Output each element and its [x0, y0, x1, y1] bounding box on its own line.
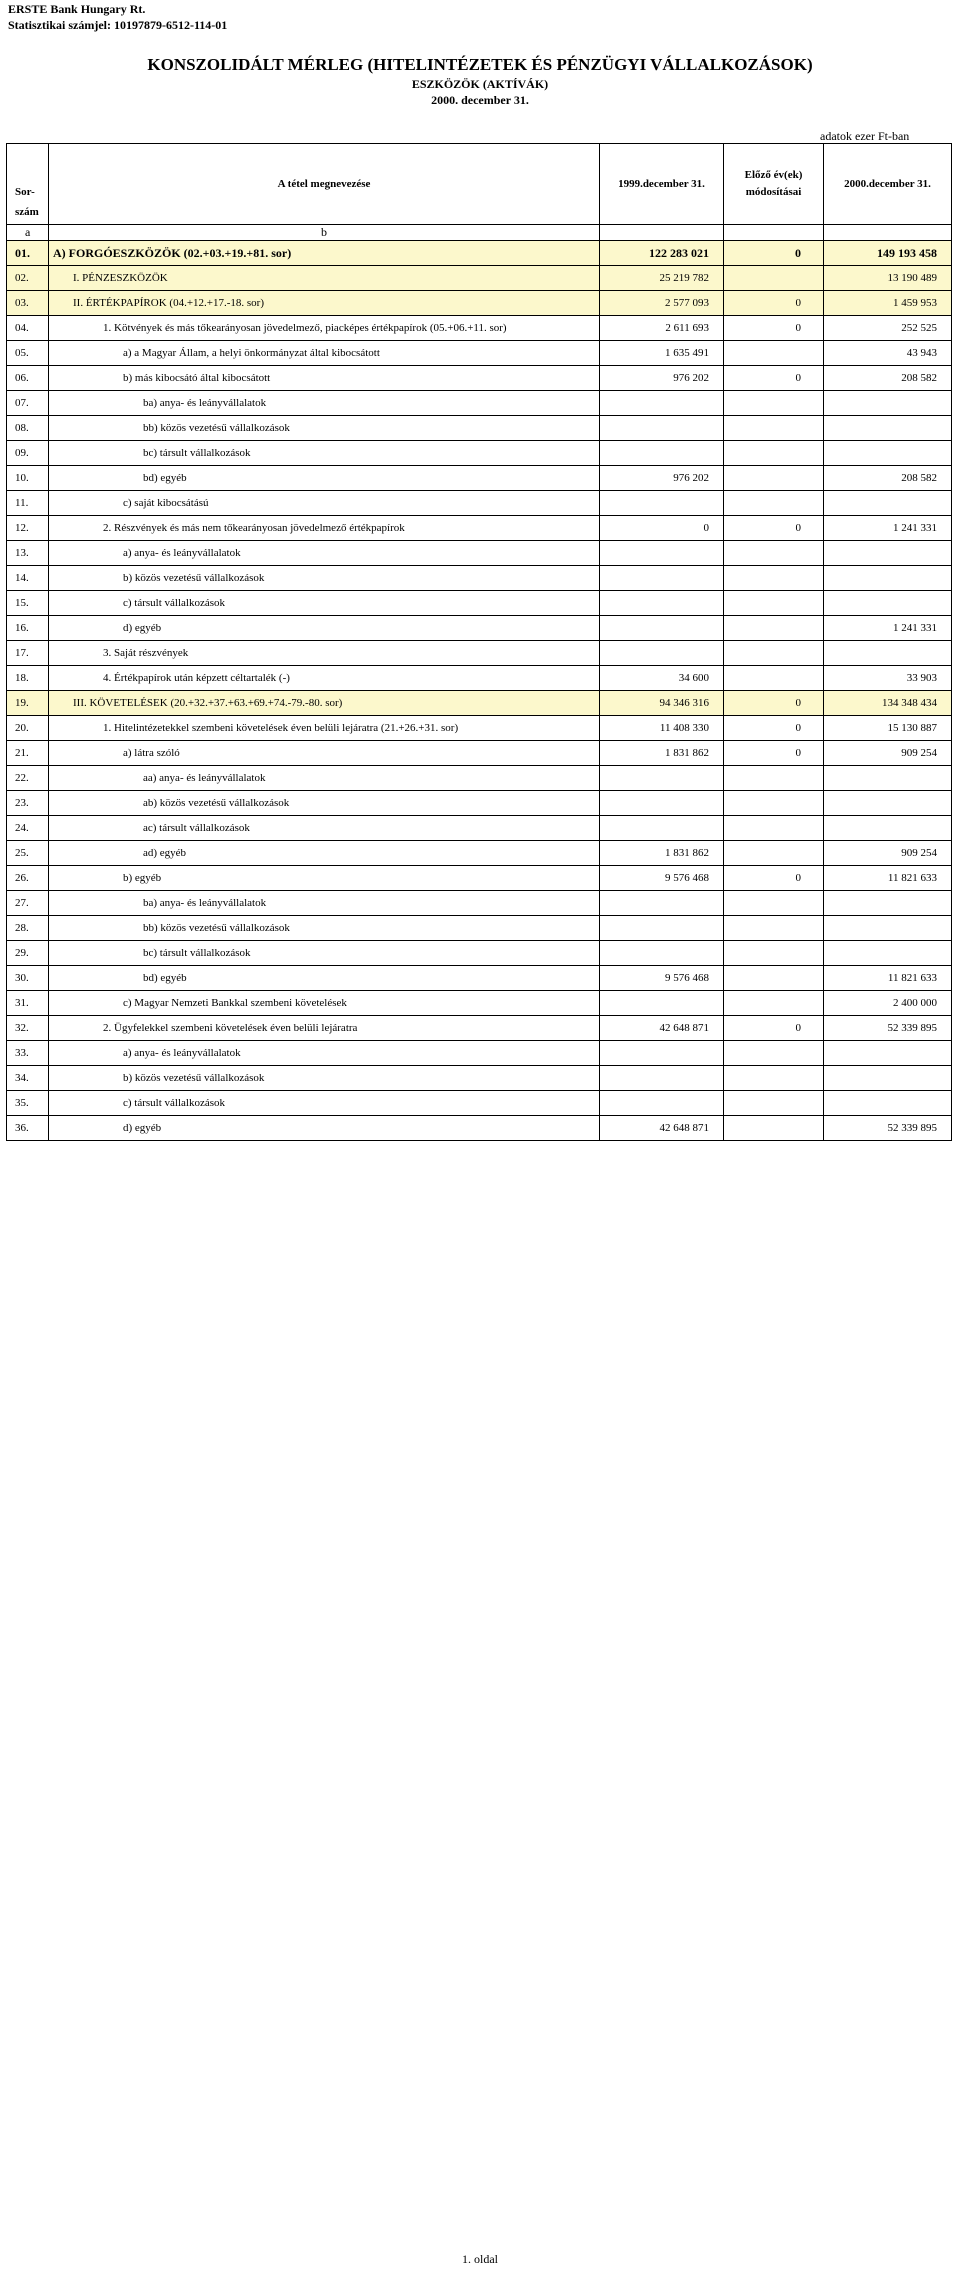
value-1999-cell: 976 202	[600, 466, 724, 491]
table-row	[7, 1091, 952, 1116]
value-1999-cell: 9 576 468	[600, 966, 724, 991]
col-header-2000: 2000.december 31.	[824, 144, 952, 225]
row-name-cell: ba) anya- és leányvállalatok	[49, 891, 600, 916]
value-1999-cell	[600, 941, 724, 966]
prev-mod-cell	[724, 891, 824, 916]
prev-mod-cell	[724, 441, 824, 466]
prev-mod-cell	[724, 816, 824, 841]
row-number-cell: 36.	[7, 1116, 49, 1141]
row-name-cell: a) látra szóló	[49, 741, 600, 766]
value-1999-cell: 2 577 093	[600, 291, 724, 316]
value-2000-cell	[824, 491, 952, 516]
row-number-cell: 14.	[7, 566, 49, 591]
prev-mod-cell	[724, 541, 824, 566]
table-row	[7, 291, 952, 316]
row-number-cell: 01.	[7, 241, 49, 266]
row-name-cell: ac) társult vállalkozások	[49, 816, 600, 841]
value-1999-cell: 1 831 862	[600, 841, 724, 866]
row-number-cell: 16.	[7, 616, 49, 641]
value-1999-cell: 976 202	[600, 366, 724, 391]
prev-mod-cell	[724, 266, 824, 291]
page-number: 1. oldal	[462, 2252, 498, 2266]
value-1999-cell	[600, 1091, 724, 1116]
prev-mod-cell: 0	[724, 691, 824, 716]
value-1999-cell	[600, 816, 724, 841]
prev-mod-cell	[724, 991, 824, 1016]
value-2000-cell: 11 821 633	[824, 966, 952, 991]
prev-mod-cell	[724, 566, 824, 591]
prev-mod-cell	[724, 416, 824, 441]
value-2000-cell: 134 348 434	[824, 691, 952, 716]
row-name-cell: 4. Értékpapírok után képzett céltartalék (-)	[49, 666, 600, 691]
row-number-cell: 06.	[7, 366, 49, 391]
row-name-cell: a) anya- és leányvállalatok	[49, 541, 600, 566]
value-2000-cell: 252 525	[824, 316, 952, 341]
value-1999-cell	[600, 1041, 724, 1066]
row-number-cell: 23.	[7, 791, 49, 816]
row-number-cell: 12.	[7, 516, 49, 541]
row-number-cell: 11.	[7, 491, 49, 516]
table-row	[7, 491, 952, 516]
value-2000-cell	[824, 916, 952, 941]
value-2000-cell	[824, 891, 952, 916]
row-number-cell: 35.	[7, 1091, 49, 1116]
row-number-cell: 26.	[7, 866, 49, 891]
row-number-cell: 34.	[7, 1066, 49, 1091]
row-number-cell: 19.	[7, 691, 49, 716]
value-1999-cell: 34 600	[600, 666, 724, 691]
value-1999-cell: 122 283 021	[600, 241, 724, 266]
value-1999-cell	[600, 441, 724, 466]
value-2000-cell: 1 241 331	[824, 516, 952, 541]
table-row	[7, 316, 952, 341]
row-number-cell: 08.	[7, 416, 49, 441]
prev-mod-cell	[724, 1116, 824, 1141]
value-1999-cell	[600, 491, 724, 516]
value-2000-cell: 208 582	[824, 466, 952, 491]
value-2000-cell: 149 193 458	[824, 241, 952, 266]
value-2000-cell	[824, 1066, 952, 1091]
row-number-cell: 32.	[7, 1016, 49, 1041]
value-1999-cell: 2 611 693	[600, 316, 724, 341]
value-1999-cell	[600, 791, 724, 816]
row-number-cell: 31.	[7, 991, 49, 1016]
row-name-cell: I. PÉNZESZKÖZÖK	[49, 266, 600, 291]
table-row	[7, 1116, 952, 1141]
row-name-cell: a) a Magyar Állam, a helyi önkormányzat által kibocsátott	[49, 341, 600, 366]
value-1999-cell: 94 346 316	[600, 691, 724, 716]
value-2000-cell: 2 400 000	[824, 991, 952, 1016]
row-number-cell: 20.	[7, 716, 49, 741]
row-number-cell: 22.	[7, 766, 49, 791]
page-title: KONSZOLIDÁLT MÉRLEG (HITELINTÉZETEK ÉS PÉNZÜGYI VÁLLALKOZÁSOK)	[147, 55, 813, 74]
prev-mod-cell	[724, 591, 824, 616]
unit-label: adatok ezer Ft-ban	[820, 129, 910, 143]
row-name-cell: d) egyéb	[49, 616, 600, 641]
table-row	[7, 891, 952, 916]
page-subtitle: ESZKÖZÖK (AKTÍVÁK)	[411, 77, 549, 91]
value-2000-cell: 13 190 489	[824, 266, 952, 291]
prev-mod-cell: 0	[724, 741, 824, 766]
prev-mod-cell: 0	[724, 866, 824, 891]
value-2000-cell	[824, 816, 952, 841]
table-row	[7, 466, 952, 491]
row-name-cell: c) Magyar Nemzeti Bankkal szembeni követelések	[49, 991, 600, 1016]
table-row	[7, 666, 952, 691]
prev-mod-cell	[724, 941, 824, 966]
row-name-cell: c) társult vállalkozások	[49, 1091, 600, 1116]
row-number-cell: 30.	[7, 966, 49, 991]
prev-mod-cell: 0	[724, 316, 824, 341]
value-1999-cell	[600, 991, 724, 1016]
value-1999-cell: 25 219 782	[600, 266, 724, 291]
row-name-cell: ab) közös vezetésű vállalkozások	[49, 791, 600, 816]
value-1999-cell	[600, 766, 724, 791]
table-row	[7, 616, 952, 641]
table-row	[7, 266, 952, 291]
table-row	[7, 516, 952, 541]
row-number-cell: 07.	[7, 391, 49, 416]
prev-mod-cell	[724, 1041, 824, 1066]
table-row	[7, 691, 952, 716]
row-number-cell: 27.	[7, 891, 49, 916]
value-2000-cell: 208 582	[824, 366, 952, 391]
row-name-cell: III. KÖVETELÉSEK (20.+32.+37.+63.+69.+74.-79.-80. sor)	[49, 691, 600, 716]
prev-mod-cell	[724, 766, 824, 791]
value-1999-cell	[600, 416, 724, 441]
row-name-cell: ad) egyéb	[49, 841, 600, 866]
row-name-cell: II. ÉRTÉKPAPÍROK (04.+12.+17.-18. sor)	[49, 291, 600, 316]
value-1999-cell	[600, 616, 724, 641]
row-number-cell: 13.	[7, 541, 49, 566]
value-1999-cell: 11 408 330	[600, 716, 724, 741]
col-letter-a: a	[7, 225, 49, 241]
prev-mod-cell	[724, 466, 824, 491]
table-row	[7, 641, 952, 666]
table-row	[7, 1041, 952, 1066]
row-name-cell: aa) anya- és leányvállalatok	[49, 766, 600, 791]
value-1999-cell: 9 576 468	[600, 866, 724, 891]
value-2000-cell	[824, 416, 952, 441]
value-2000-cell	[824, 391, 952, 416]
value-1999-cell	[600, 641, 724, 666]
row-name-cell: bb) közös vezetésű vállalkozások	[49, 416, 600, 441]
prev-mod-cell	[724, 1091, 824, 1116]
row-name-cell: bd) egyéb	[49, 966, 600, 991]
stat-code: Statisztikai számjel: 10197879-6512-114-01	[8, 18, 228, 32]
prev-mod-cell	[724, 841, 824, 866]
value-2000-cell: 52 339 895	[824, 1016, 952, 1041]
report-date: 2000. december 31.	[431, 93, 529, 107]
table-row	[7, 791, 952, 816]
table-row	[7, 1016, 952, 1041]
row-name-cell: bc) társult vállalkozások	[49, 941, 600, 966]
value-2000-cell	[824, 766, 952, 791]
value-2000-cell: 15 130 887	[824, 716, 952, 741]
value-1999-cell: 1 831 862	[600, 741, 724, 766]
value-2000-cell: 33 903	[824, 666, 952, 691]
row-number-cell: 18.	[7, 666, 49, 691]
row-number-cell: 03.	[7, 291, 49, 316]
prev-mod-cell	[724, 641, 824, 666]
row-name-cell: 2. Részvények és más nem tőkearányosan jövedelmező értékpapírok	[49, 516, 600, 541]
row-name-cell: ba) anya- és leányvállalatok	[49, 391, 600, 416]
row-name-cell: 1. Kötvények és más tőkearányosan jövedelmező, piacképes értékpapírok (05.+06.+11. sor)	[49, 316, 600, 341]
value-1999-cell	[600, 891, 724, 916]
value-2000-cell	[824, 641, 952, 666]
row-name-cell: b) közös vezetésű vállalkozások	[49, 566, 600, 591]
table-row	[7, 541, 952, 566]
row-number-cell: 04.	[7, 316, 49, 341]
row-name-cell: 1. Hitelintézetekkel szembeni követelések éven belüli lejáratra (21.+26.+31. sor)	[49, 716, 600, 741]
table-row	[7, 866, 952, 891]
table-row	[7, 716, 952, 741]
row-number-cell: 09.	[7, 441, 49, 466]
row-name-cell: b) egyéb	[49, 866, 600, 891]
value-1999-cell	[600, 541, 724, 566]
table-row	[7, 341, 952, 366]
row-name-cell: bc) társult vállalkozások	[49, 441, 600, 466]
value-1999-cell	[600, 566, 724, 591]
value-2000-cell: 43 943	[824, 341, 952, 366]
row-number-cell: 29.	[7, 941, 49, 966]
col-header-sorszam	[7, 144, 49, 225]
prev-mod-cell: 0	[724, 716, 824, 741]
prev-mod-cell	[724, 916, 824, 941]
value-1999-cell: 42 648 871	[600, 1016, 724, 1041]
table-row	[7, 916, 952, 941]
row-name-cell: c) társult vállalkozások	[49, 591, 600, 616]
value-1999-cell	[600, 591, 724, 616]
value-2000-cell	[824, 1091, 952, 1116]
table-row	[7, 966, 952, 991]
table-row	[7, 391, 952, 416]
value-2000-cell	[824, 566, 952, 591]
row-number-cell: 25.	[7, 841, 49, 866]
row-number-cell: 15.	[7, 591, 49, 616]
row-name-cell: 2. Ügyfelekkel szembeni követelések éven belüli lejáratra	[49, 1016, 600, 1041]
row-name-cell: c) saját kibocsátású	[49, 491, 600, 516]
table-row	[7, 416, 952, 441]
table-row	[7, 591, 952, 616]
table-row	[7, 741, 952, 766]
table-row	[7, 816, 952, 841]
row-number-cell: 05.	[7, 341, 49, 366]
col-header-prev: Előző év(ek) módosításai	[724, 144, 824, 225]
row-name-cell: A) FORGÓESZKÖZÖK (02.+03.+19.+81. sor)	[49, 241, 600, 266]
row-number-cell: 21.	[7, 741, 49, 766]
value-2000-cell: 1 241 331	[824, 616, 952, 641]
prev-mod-cell: 0	[724, 1016, 824, 1041]
table-row	[7, 1066, 952, 1091]
table-header-row	[7, 144, 952, 225]
table-row	[7, 441, 952, 466]
table-row	[7, 841, 952, 866]
row-name-cell: b) más kibocsátó által kibocsátott	[49, 366, 600, 391]
value-2000-cell	[824, 441, 952, 466]
value-2000-cell: 909 254	[824, 841, 952, 866]
row-number-cell: 28.	[7, 916, 49, 941]
value-1999-cell	[600, 916, 724, 941]
prev-mod-cell: 0	[724, 291, 824, 316]
table-row	[7, 766, 952, 791]
row-number-cell: 02.	[7, 266, 49, 291]
balance-sheet-table	[6, 143, 952, 1141]
value-2000-cell: 909 254	[824, 741, 952, 766]
col-letter-b: b	[49, 225, 600, 241]
row-number-cell: 24.	[7, 816, 49, 841]
prev-mod-cell	[724, 966, 824, 991]
table-row	[7, 566, 952, 591]
value-1999-cell: 1 635 491	[600, 341, 724, 366]
prev-mod-cell: 0	[724, 241, 824, 266]
prev-mod-cell	[724, 491, 824, 516]
row-number-cell: 17.	[7, 641, 49, 666]
value-2000-cell: 1 459 953	[824, 291, 952, 316]
row-name-cell: 3. Saját részvények	[49, 641, 600, 666]
table-row	[7, 991, 952, 1016]
table-row	[7, 941, 952, 966]
row-name-cell: a) anya- és leányvállalatok	[49, 1041, 600, 1066]
value-1999-cell: 42 648 871	[600, 1116, 724, 1141]
prev-mod-cell	[724, 666, 824, 691]
prev-mod-cell	[724, 791, 824, 816]
table-letter-row	[7, 225, 952, 241]
row-name-cell: d) egyéb	[49, 1116, 600, 1141]
row-name-cell: b) közös vezetésű vállalkozások	[49, 1066, 600, 1091]
value-2000-cell: 52 339 895	[824, 1116, 952, 1141]
value-2000-cell	[824, 591, 952, 616]
row-name-cell: bb) közös vezetésű vállalkozások	[49, 916, 600, 941]
col-header-name: A tétel megnevezése	[49, 144, 600, 225]
prev-mod-cell	[724, 1066, 824, 1091]
value-2000-cell: 11 821 633	[824, 866, 952, 891]
prev-mod-cell: 0	[724, 366, 824, 391]
prev-mod-cell	[724, 616, 824, 641]
value-1999-cell	[600, 391, 724, 416]
prev-mod-cell	[724, 391, 824, 416]
row-name-cell: bd) egyéb	[49, 466, 600, 491]
bank-name: ERSTE Bank Hungary Rt.	[8, 2, 146, 16]
prev-mod-cell	[724, 341, 824, 366]
value-2000-cell	[824, 541, 952, 566]
value-1999-cell	[600, 1066, 724, 1091]
value-2000-cell	[824, 1041, 952, 1066]
table-row	[7, 241, 952, 266]
table-row	[7, 366, 952, 391]
prev-mod-cell: 0	[724, 516, 824, 541]
value-1999-cell: 0	[600, 516, 724, 541]
value-2000-cell	[824, 941, 952, 966]
col-header-1999: 1999.december 31.	[600, 144, 724, 225]
row-number-cell: 33.	[7, 1041, 49, 1066]
col-header-sorszam-label: Sor- szám	[15, 186, 39, 218]
row-number-cell: 10.	[7, 466, 49, 491]
value-2000-cell	[824, 791, 952, 816]
